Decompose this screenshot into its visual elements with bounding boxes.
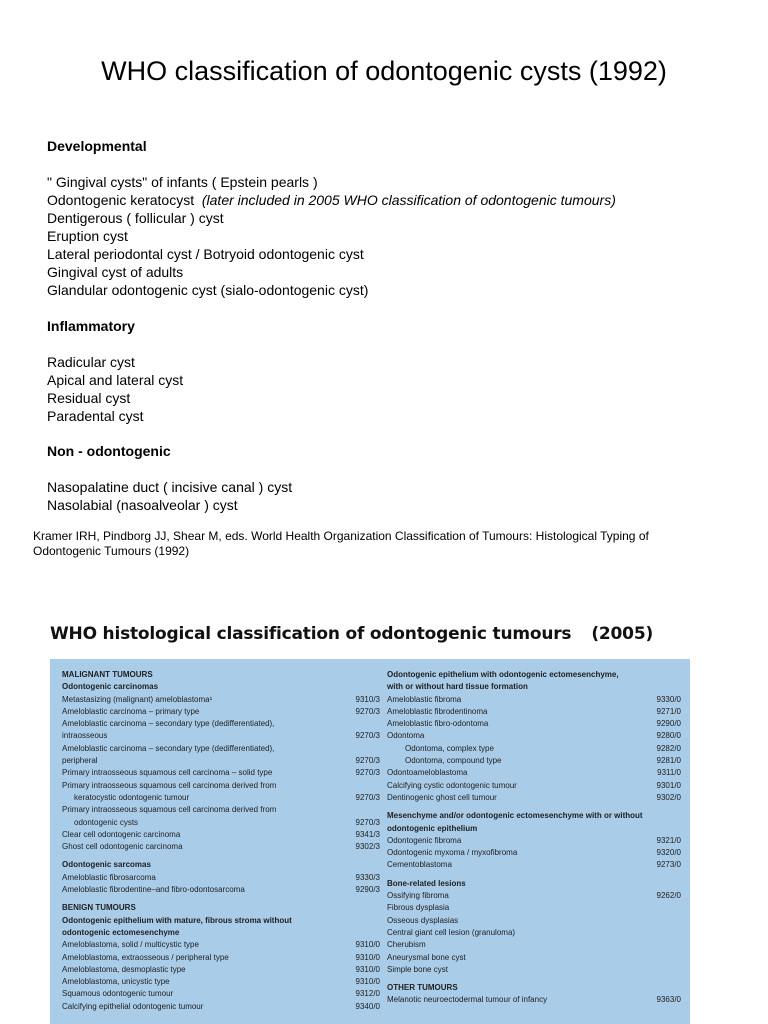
table-row <box>387 902 681 914</box>
table-row <box>62 988 380 1000</box>
icd-o-code: 9290/0 <box>656 719 681 729</box>
section-heading: Non - odontogenic <box>47 443 171 459</box>
table-row <box>387 835 681 847</box>
table-row <box>62 872 380 884</box>
icd-o-code: 9270/3 <box>355 731 380 741</box>
tumour-name: odontogenic epithelium <box>387 823 478 833</box>
list-item: Radicular cyst <box>47 354 135 370</box>
table-right-column <box>387 669 681 1007</box>
icd-o-code: 9273/0 <box>656 860 681 870</box>
tumour-name: Odontogenic carcinomas <box>62 682 159 692</box>
tumour-name: Primary intraosseous squamous cell carcinoma derived from <box>62 805 277 815</box>
table-row <box>62 939 380 951</box>
list-item: Residual cyst <box>47 390 131 406</box>
icd-o-code: 9330/3 <box>355 872 380 882</box>
section-heading: Developmental <box>47 138 147 154</box>
table-row <box>62 964 380 976</box>
page-title: WHO classification of odontogenic cysts (1992) <box>101 56 667 86</box>
tumour-name: Ameloblastic carcinoma – secondary type (dedifferentiated), <box>62 719 275 729</box>
table-row <box>387 915 681 927</box>
table-row <box>62 1001 380 1013</box>
icd-o-code: 9281/0 <box>656 756 681 766</box>
icd-o-code: 9310/0 <box>355 952 380 962</box>
tumour-classification-table <box>50 659 690 1024</box>
icd-o-code: 9280/0 <box>656 731 681 741</box>
inflammatory-section <box>47 317 183 425</box>
icd-o-code: 9311/0 <box>657 768 681 778</box>
table-row <box>387 743 681 755</box>
tumour-name: Ameloblastic carcinoma – secondary type (dedifferentiated), <box>62 743 275 753</box>
list-item: Paradental cyst <box>47 408 144 424</box>
table-group-heading <box>62 902 380 914</box>
icd-o-code: 9341/3 <box>355 829 380 839</box>
table-row <box>62 829 380 841</box>
table-row <box>387 939 681 951</box>
table-row <box>62 755 380 767</box>
tumour-name: Squamous odontogenic tumour <box>62 989 174 999</box>
tumour-name: Ghost cell odontogenic carcinoma <box>62 842 183 852</box>
section-heading: Inflammatory <box>47 318 135 334</box>
table-row <box>62 694 380 706</box>
tumour-name: Central giant cell lesion (granuloma) <box>387 927 516 937</box>
table-row <box>62 817 380 829</box>
table-row <box>62 780 380 792</box>
icd-o-code: 9270/3 <box>355 756 380 766</box>
icd-o-code: 9320/0 <box>656 848 681 858</box>
list-item: Dentigerous ( follicular ) cyst <box>47 210 224 226</box>
list-item: Lateral periodontal cyst / Botryoid odontogenic cyst <box>47 246 364 262</box>
tumour-name: Odontogenic epithelium with odontogenic ectomesenchyme, <box>387 670 619 679</box>
table-row <box>387 994 681 1006</box>
table-row <box>387 952 681 964</box>
tumour-name: Ameloblastic fibro-odontoma <box>387 719 489 729</box>
table-row <box>62 792 380 804</box>
table-row <box>62 976 380 988</box>
icd-o-code: 9310/3 <box>355 694 380 704</box>
tumour-name: Cementoblastoma <box>387 860 452 870</box>
tumour-name: with or without hard tissue formation <box>387 682 528 692</box>
list-item: " Gingival cysts" of infants ( Epstein pearls ) <box>47 174 318 190</box>
tumour-name: intraosseous <box>62 731 108 741</box>
icd-o-code: 9302/3 <box>355 842 380 852</box>
reference-citation: Kramer IRH, Pindborg JJ, Shear M, eds. World Health Organization Classification of Tumours: Histological Typing of Odontogenic Tumours (1992) <box>33 529 649 558</box>
tumour-name: Metastasizing (malignant) ameloblastoma¹ <box>62 694 213 704</box>
tumour-name: Primary intraosseous squamous cell carcinoma – solid type <box>62 768 273 778</box>
tumour-name: Odontoma, compound type <box>405 756 502 766</box>
tumour-name: Ameloblastoma, unicystic type <box>62 977 170 987</box>
table-row <box>62 804 380 816</box>
tumour-name: Ameloblastic fibrodentinoma <box>387 706 488 716</box>
icd-o-code: 9312/0 <box>355 989 380 999</box>
table-row <box>387 706 681 718</box>
table-row <box>387 890 681 902</box>
table-group-heading <box>387 681 681 693</box>
tumour-name: Bone-related lesions <box>387 878 466 888</box>
table-row <box>62 841 380 853</box>
tumour-name: Ameloblastic fibrosarcoma <box>62 872 156 882</box>
tumour-name: Primary intraosseous squamous cell carcinoma derived from <box>62 780 277 790</box>
tumour-name: OTHER TUMOURS <box>387 983 458 993</box>
tumour-name: Ameloblastoma, extraosseous / peripheral type <box>62 952 229 962</box>
table-row <box>387 730 681 742</box>
table-left-column <box>62 669 380 1013</box>
tumour-table-title <box>50 624 653 644</box>
tumour-name: peripheral <box>62 756 98 766</box>
table-row <box>387 780 681 792</box>
tumour-name: Simple bone cyst <box>387 964 448 974</box>
table-row <box>62 884 380 896</box>
table-row <box>387 964 681 976</box>
tumour-name: Odontogenic epithelium with mature, fibrous stroma without <box>62 915 292 925</box>
table-row <box>62 730 380 742</box>
table-row <box>62 706 380 718</box>
tumour-name: Calcifying epithelial odontogenic tumour <box>62 1001 204 1011</box>
table-group-heading <box>62 915 380 927</box>
tumour-name: Odontoameloblastoma <box>387 768 468 778</box>
tumour-table-year: (2005) <box>591 624 654 644</box>
tumour-name: Odontogenic sarcomas <box>62 860 151 870</box>
icd-o-code: 9271/0 <box>656 706 681 716</box>
table-row <box>62 767 380 779</box>
tumour-name: Melanotic neuroectodermal tumour of infancy <box>387 995 548 1005</box>
list-item: Nasolabial (nasoalveolar ) cyst <box>47 497 238 513</box>
tumour-name: Ameloblastoma, desmoplastic type <box>62 964 186 974</box>
tumour-name: Ameloblastoma, solid / multicystic type <box>62 940 199 950</box>
icd-o-code: 9270/3 <box>355 768 380 778</box>
tumour-name: Odontoma, complex type <box>405 743 494 753</box>
tumour-name: Odontoma <box>387 731 425 741</box>
table-group-heading <box>387 669 681 681</box>
keratocyst-note: (later included in 2005 WHO classification of odontogenic tumours) <box>201 192 616 208</box>
icd-o-code: 9270/3 <box>355 817 380 827</box>
icd-o-code: 9321/0 <box>656 835 681 845</box>
tumour-name: keratocystic odontogenic tumour <box>74 792 190 802</box>
list-item: Apical and lateral cyst <box>47 372 184 388</box>
tumour-name: Dentinogenic ghost cell tumour <box>387 792 497 802</box>
list-item: Eruption cyst <box>47 228 128 244</box>
table-group-heading <box>62 681 380 693</box>
tumour-name: Aneurysmal bone cyst <box>387 952 466 962</box>
tumour-name: odontogenic ectomesenchyme <box>62 927 180 937</box>
tumour-name: Osseous dysplasias <box>387 915 459 925</box>
tumour-name: Odontogenic fibroma <box>387 835 462 845</box>
icd-o-code: 9262/0 <box>656 891 681 901</box>
tumour-name: Calcifying cystic odontogenic tumour <box>387 780 517 790</box>
developmental-section <box>47 137 616 299</box>
table-row <box>387 859 681 871</box>
tumour-table-title-text: WHO histological classification of odontogenic tumours <box>50 624 572 644</box>
table-row <box>387 755 681 767</box>
non-odontogenic-section <box>47 442 292 514</box>
icd-o-code: 9310/0 <box>355 977 380 987</box>
tumour-name: MALIGNANT TUMOURS <box>62 670 153 679</box>
icd-o-code: 9270/3 <box>355 706 380 716</box>
table-group-heading <box>387 810 681 822</box>
list-item: Gingival cyst of adults <box>47 264 184 280</box>
table-group-heading <box>62 927 380 939</box>
icd-o-code: 9330/0 <box>656 694 681 704</box>
tumour-name: Ameloblastic carcinoma – primary type <box>62 706 200 716</box>
table-group-heading <box>62 859 380 871</box>
icd-o-code: 9282/0 <box>656 743 681 753</box>
icd-o-code: 9301/0 <box>656 780 681 790</box>
tumour-name: Cherubism <box>387 940 426 950</box>
table-row <box>62 718 380 730</box>
table-row <box>387 847 681 859</box>
tumour-name: Ameloblastic fibrodentine–and fibro-odontosarcoma <box>62 885 245 895</box>
tumour-name: Ameloblastic fibroma <box>387 694 462 704</box>
list-item-text: Odontogenic keratocyst <box>47 192 195 208</box>
table-group-heading <box>387 823 681 835</box>
icd-o-code: 9363/0 <box>656 995 681 1005</box>
table-row <box>62 743 380 755</box>
list-item: Glandular odontogenic cyst (sialo-odontogenic cyst) <box>47 282 369 298</box>
tumour-name: odontogenic cysts <box>74 817 139 827</box>
list-item <box>47 191 616 209</box>
table-group-heading <box>387 878 681 890</box>
tumour-name: Clear cell odontogenic carcinoma <box>62 829 181 839</box>
table-row <box>387 694 681 706</box>
table-row <box>387 792 681 804</box>
icd-o-code: 9340/0 <box>355 1001 380 1011</box>
table-row <box>387 718 681 730</box>
tumour-name: Ossifying fibroma <box>387 891 449 901</box>
table-group-heading <box>387 982 681 994</box>
icd-o-code: 9270/3 <box>355 792 380 802</box>
icd-o-code: 9310/0 <box>355 940 380 950</box>
list-item: Nasopalatine duct ( incisive canal ) cyst <box>47 479 293 495</box>
tumour-name: Odontogenic myxoma / myxofibroma <box>387 848 518 858</box>
icd-o-code: 9302/0 <box>656 792 681 802</box>
table-row <box>387 927 681 939</box>
icd-o-code: 9290/3 <box>355 885 380 895</box>
icd-o-code: 9310/0 <box>355 964 380 974</box>
table-group-heading <box>62 669 380 681</box>
table-row <box>62 952 380 964</box>
tumour-name: Mesenchyme and/or odontogenic ectomesenchyme with or without <box>387 811 643 821</box>
tumour-name: Fibrous dysplasia <box>387 903 450 913</box>
table-row <box>387 767 681 779</box>
tumour-name: BENIGN TUMOURS <box>62 903 136 913</box>
